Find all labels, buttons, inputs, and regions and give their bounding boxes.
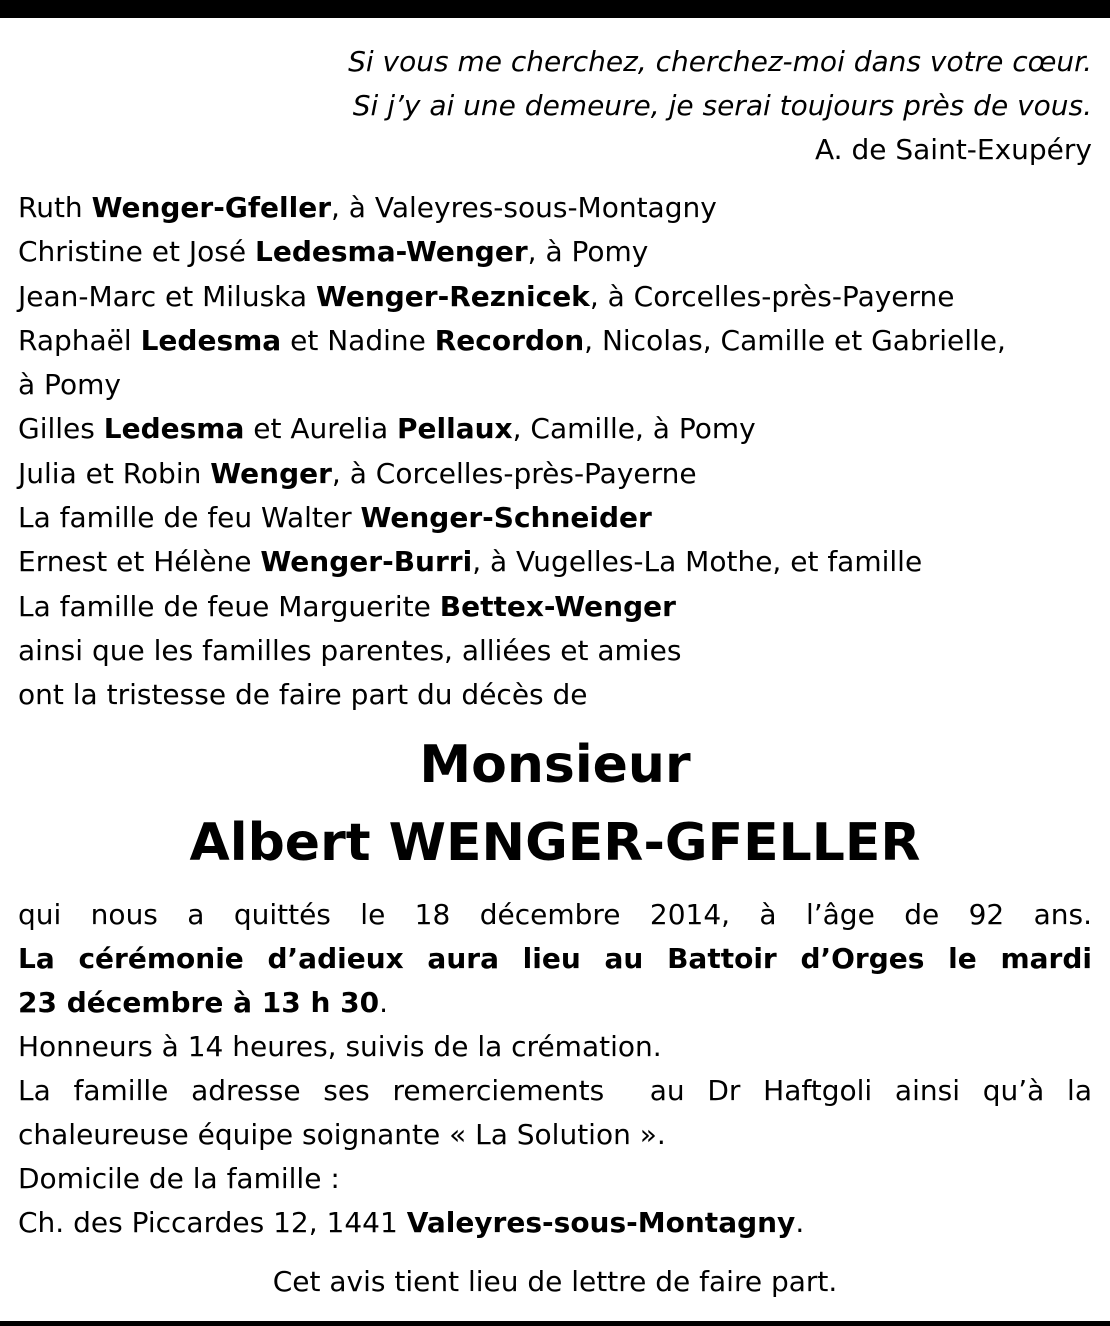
closing-line: Cet avis tient lieu de lettre de faire part. bbox=[272, 1265, 838, 1298]
surname: Pellaux bbox=[397, 412, 513, 446]
thanks-line-1: La famille adresse ses remerciements au Dr Haftgoli ainsi qu’à la bbox=[18, 1074, 1092, 1107]
text: , à Pomy bbox=[527, 235, 649, 269]
text: , Camille, à Pomy bbox=[512, 412, 756, 446]
epigraph-line-2: Si j’y ai une demeure, je serai toujours près de vous. bbox=[352, 89, 1092, 122]
text: Ch. des Piccardes 12, 1441 bbox=[18, 1206, 407, 1239]
surname: Recordon bbox=[434, 323, 585, 357]
surname: Wenger-Gfeller bbox=[91, 191, 331, 224]
surname: Wenger-Burri bbox=[260, 545, 473, 579]
family-line bbox=[18, 319, 1006, 363]
address-line bbox=[18, 1201, 1092, 1245]
family-line bbox=[18, 673, 1006, 717]
deceased-title: Monsieur bbox=[419, 735, 691, 795]
text: Raphaël bbox=[18, 323, 141, 357]
surname: Bettex-Wenger bbox=[439, 589, 676, 623]
surname: Ledesma-Wenger bbox=[255, 235, 528, 269]
surname: Ledesma bbox=[140, 323, 282, 357]
text: Ruth bbox=[18, 191, 92, 224]
family-line bbox=[18, 629, 1006, 673]
text: Jean-Marc et Miluska bbox=[18, 279, 316, 313]
family-line bbox=[18, 407, 1006, 451]
family-line bbox=[18, 186, 1006, 230]
ceremony-text: La cérémonie d’adieux aura lieu au Battoir d’Orges le mardi bbox=[18, 942, 1092, 975]
family-line bbox=[18, 540, 1006, 584]
text: à Pomy bbox=[18, 368, 121, 402]
surname: Wenger bbox=[210, 456, 332, 490]
text: , à Valeyres-sous-Montagny bbox=[331, 191, 717, 224]
family-line bbox=[18, 585, 1006, 629]
text: et Nadine bbox=[281, 323, 435, 357]
text: , à Corcelles-près-Payerne bbox=[589, 279, 955, 313]
ceremony-date: 23 décembre à 13 h 30 bbox=[18, 986, 380, 1019]
deceased-name: Albert WENGER-GFELLER bbox=[189, 813, 921, 873]
surname: Wenger-Schneider bbox=[360, 501, 652, 535]
family-line bbox=[18, 363, 1006, 407]
surname: Ledesma bbox=[103, 412, 245, 446]
text: et Aurelia bbox=[244, 412, 398, 446]
epigraph bbox=[348, 40, 1092, 172]
text: , à Vugelles-La Mothe, et famille bbox=[472, 545, 923, 579]
epigraph-author: A. de Saint-Exupéry bbox=[815, 133, 1092, 166]
deceased-block bbox=[0, 726, 1110, 882]
text: , à Corcelles-près-Payerne bbox=[331, 456, 697, 490]
family-line bbox=[18, 230, 1006, 274]
notice-body bbox=[18, 893, 1092, 1245]
surname: Wenger-Reznicek bbox=[315, 279, 590, 313]
ceremony-line-2 bbox=[18, 981, 1092, 1025]
thanks-line-2: chaleureuse équipe soignante « La Solution ». bbox=[18, 1118, 666, 1151]
family-line bbox=[18, 275, 1006, 319]
honours-line: Honneurs à 14 heures, suivis de la crémation. bbox=[18, 1030, 662, 1063]
text: La famille de feu Walter bbox=[18, 501, 361, 535]
top-rule bbox=[0, 0, 1110, 18]
passing-line: qui nous a quittés le 18 décembre 2014, à l’âge de 92 ans. bbox=[18, 898, 1092, 931]
text: Christine et José bbox=[18, 235, 256, 269]
address-town: Valeyres-sous-Montagny bbox=[406, 1206, 796, 1239]
text: Gilles bbox=[18, 412, 104, 446]
bottom-rule bbox=[0, 1321, 1110, 1326]
text: , Nicolas, Camille et Gabrielle, bbox=[584, 323, 1006, 357]
epigraph-line-1: Si vous me cherchez, cherchez-moi dans votre cœur. bbox=[348, 45, 1092, 78]
text: Ernest et Hélène bbox=[18, 545, 261, 579]
ceremony-line-1 bbox=[18, 937, 1092, 981]
text: . bbox=[795, 1206, 805, 1239]
family-line bbox=[18, 496, 1006, 540]
domicile-label: Domicile de la famille : bbox=[18, 1162, 340, 1195]
family-list bbox=[18, 186, 1006, 718]
family-line bbox=[18, 452, 1006, 496]
text: ainsi que les familles parentes, alliées et amies bbox=[18, 633, 682, 667]
text: . bbox=[379, 986, 389, 1019]
text: La famille de feue Marguerite bbox=[18, 589, 440, 623]
text: Julia et Robin bbox=[18, 456, 211, 490]
text: ont la tristesse de faire part du décès de bbox=[18, 678, 588, 712]
